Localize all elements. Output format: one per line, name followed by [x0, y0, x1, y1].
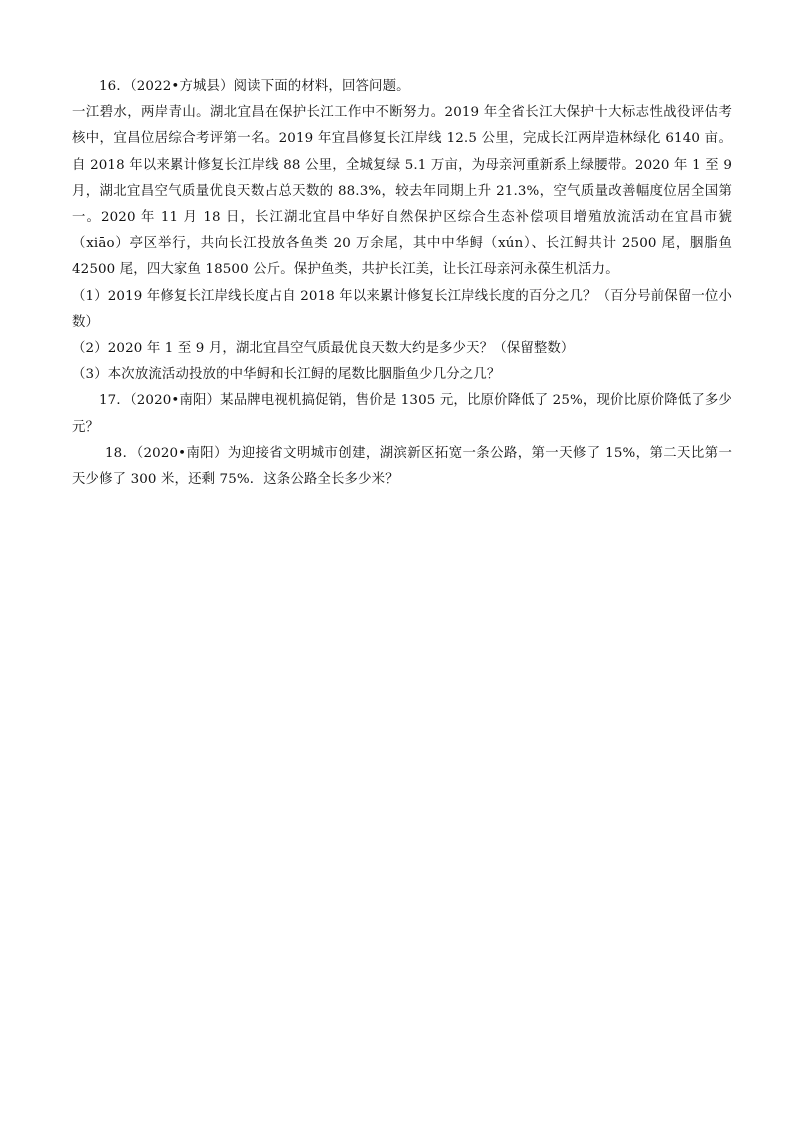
question-16-heading — [72, 74, 732, 100]
question-16-sub-3: （3）本次放流活动投放的中华鲟和长江鲟的尾数比胭脂鱼少几分之几？ — [72, 367, 501, 383]
question-16-sub-1: （1）2019 年修复长江岸线长度占自 2018 年以来累计修复长江岸线长度的百分之几？（百分号前保留一位小数） — [72, 288, 732, 330]
question-16-material: 一江碧水，两岸青山。湖北宜昌在保护长江工作中不断努力。2019 年全省长江大保护十大标志性战役评估考核中，宜昌位居综合考评第一名。2019 年宜昌修复长江岸线 12.5 公里，完成长江两岸造林绿化 6140 亩。自 2018 年以来累计修复长江岸线 88 公里，全城复绿 5.1 万亩，为母亲河重新系上绿腰带。2020 年 1 至 9 月，湖北宜昌空气质量优良天数占总天数的 88.3%，较去年同期上升 21.3%，空气质量改善幅度位居全国第一。2020 年 11 月 18 日，长江湖北宜昌中华好自然保护区综合生态补偿项目增殖放流活动在宜昌市猇（xiāo）亭区举行，共向长江投放各鱼类 20 万余尾，其中中华鲟（xún）、长江鲟共计 2500 尾，胭脂鱼 42500 尾，四大家鱼 18500 公斤。保护鱼类，共护长江美，让长江母亲河永葆生机活力。 — [72, 105, 732, 278]
question-17-text: 某品牌电视机搞促销，售价是 1305 元，比原价降低了 25%，现价比原价降低了多少元？ — [72, 393, 732, 435]
question-17-source: （2020•南阳） — [129, 393, 221, 409]
question-18 — [72, 441, 732, 493]
question-17 — [72, 388, 732, 440]
question-content — [72, 74, 732, 493]
question-16-source: （2022•方城县） — [129, 79, 234, 94]
question-18-text: 为迎接省文明城市创建，湖滨新区拓宽一条公路，第一天修了 15%，第二天比第一天少修了 300 米，还剩 75%．这条公路全长多少米？ — [72, 445, 732, 488]
question-16-number: 16． — [99, 79, 130, 94]
question-16-sub-2: （2）2020 年 1 至 9 月，湖北宜昌空气质最优良天数大约是多少天？（保留整数） — [72, 341, 575, 357]
question-17-number: 17． — [99, 393, 130, 409]
question-18-source: （2020•南阳） — [136, 445, 228, 461]
question-18-number: 18． — [105, 445, 137, 461]
question-16-prompt: 阅读下面的材料，回答问题。 — [233, 79, 410, 94]
